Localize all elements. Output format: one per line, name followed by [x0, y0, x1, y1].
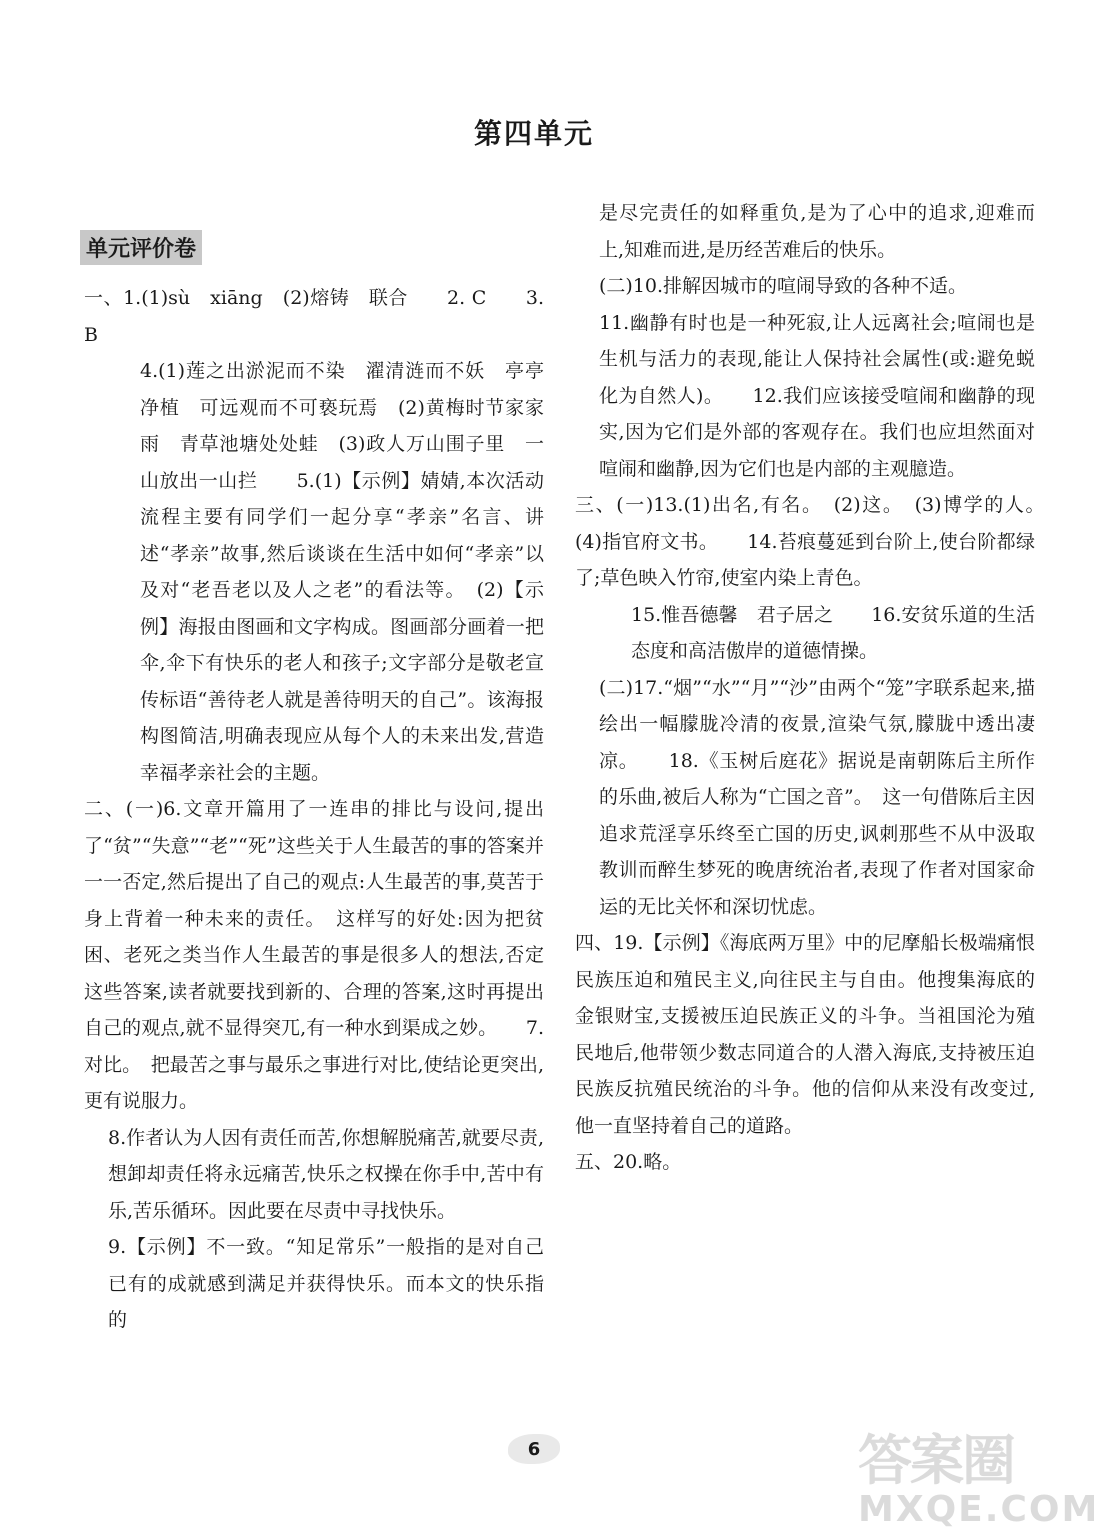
answer-paragraph: 是尽完责任的如释重负,是为了心中的追求,迎难而上,知难而进,是历经苦难后的快乐。 — [599, 202, 1035, 261]
watermark-logo — [858, 1418, 1099, 1530]
right-column — [575, 195, 1055, 1181]
answer-paragraph: 4.(1)莲之出淤泥而不染 濯清涟而不妖 亭亭净植 可远观而不可亵玩焉 (2)黄梅时节家家雨 青草池塘处处蛙 (3)政人万山围子里 一山放出一山拦 5.(1)【示例】婧婧,本次活动流程主要有同学们一起分享“孝亲”名言、讲述“孝亲”故事,然后谈谈在生活中如何“孝亲”以及对“老吾老以及人之老”的看法等。 (2)【示例】海报由图画和文字构成。图画部分画着一把伞,伞下有快乐的老人和孩子;文字部分是敬老宣传标语“善待老人就是善待明天的自己”。该海报构图简洁,明确表现应从每个人的未来出发,营造幸福孝亲社会的主题。 — [140, 360, 544, 784]
answer-paragraph: 11.幽静有时也是一种死寂,让人远离社会;喧闹也是生机与活力的表现,能让人保持社会属性(或:避免蜕化为自然人)。 12.我们应该接受喧闹和幽静的现实,因为它们是外部的客观存在。我们也应坦然面对喧闹和幽静,因为它们也是内部的主观臆造。 — [599, 311, 1035, 480]
watermark-text-top: 答案圈 — [858, 1429, 1014, 1492]
page-number-text: 6 — [527, 1438, 541, 1460]
answer-paragraph: 9.【示例】不一致。“知足常乐”一般指的是对自己已有的成就感到满足并获得快乐。而本文的快乐指的 — [108, 1236, 544, 1331]
answer-paragraph: 三、(一)13.(1)出名,有名。 (2)这。 (3)博学的人。 (4)指官府文书。 14.苔痕蔓延到台阶上,使台阶都绿了;草色映入竹帘,使室内染上青色。 — [575, 494, 1055, 589]
answer-paragraph: (二)17.“烟”“水”“月”“沙”由两个“笼”字联系起来,描绘出一幅朦胧冷清的夜景,渲染气氛,朦胧中透出凄凉。 18.《玉树后庭花》据说是南朝陈后主所作的乐曲,被后人称为“亡国之音”。 这一句借陈后主因追求荒淫享乐终至亡国的历史,讽刺那些不从中汲取教训而醉生梦死的晚唐统治者,表现了作者对国家命运的无比关怀和深切忧虑。 — [599, 676, 1035, 918]
left-column — [84, 280, 544, 1339]
answer-paragraph: (二)10.排解因城市的喧闹导致的各种不适。 — [599, 275, 968, 297]
answer-paragraph: 二、(一)6.文章开篇用了一连串的排比与设问,提出了“贫”“失意”“老”“死”这些关于人生最苦的事的答案并一一否定,然后提出了自己的观点:人生最苦的事,莫苦于身上背着一种未来的责任。 这样写的好处:因为把贫困、老死之类当作人生最苦的事是很多人的想法,否定这些答案,读者就要找到新的、合理的答案,这时再提出自己的观点,就不显得突兀,有一种水到渠成之妙。 7.对比。 把最苦之事与最乐之事进行对比,使结论更突出,更有说服力。 — [84, 798, 544, 1112]
answer-paragraph: 五、20.略。 — [575, 1151, 682, 1173]
answer-paragraph: 8.作者认为人因有责任而苦,你想解脱痛苦,就要尽责,想卸却责任将永远痛苦,快乐之权操在你手中,苦中有乐,苦乐循环。因此要在尽责中寻找快乐。 — [108, 1126, 544, 1222]
answer-paragraph: 15.惟吾德馨 君子居之 16.安贫乐道的生活态度和高洁傲岸的道德情操。 — [631, 603, 1035, 662]
page-number — [508, 1434, 560, 1464]
answer-paragraph: 一、1.(1)sù xiāng (2)熔铸 联合 2. C 3. B — [84, 287, 544, 346]
answer-paragraph: 四、19.【示例】《海底两万里》中的尼摩船长极端痛恨民族压迫和殖民主义,向往民主与自由。他搜集海底的金银财宝,支援被压迫民族正义的斗争。当祖国沦为殖民地后,他带领少数志同道合的人潜入海底,支持被压迫民族反抗殖民统治的斗争。他的信仰从来没有改变过,他一直坚持着自己的道路。 — [575, 932, 1035, 1137]
page-title: 第四单元 — [473, 117, 594, 150]
section-label: 单元评价卷 — [80, 230, 202, 265]
watermark-text-bottom: MXQE.COM — [858, 1489, 1099, 1530]
